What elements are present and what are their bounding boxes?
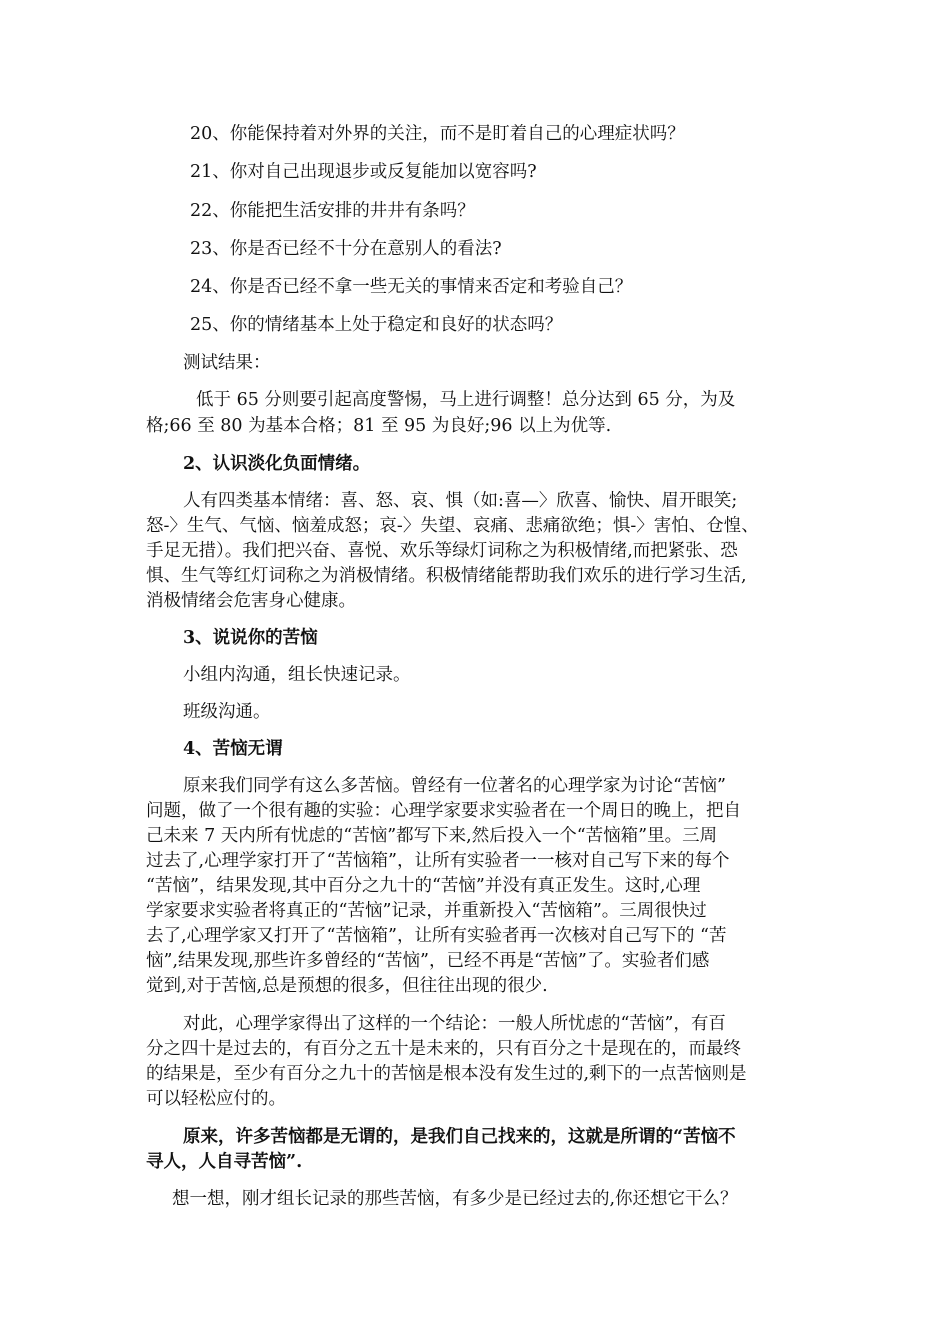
conclusion-line: 寻人，人自寻苦恼”. [146, 1152, 303, 1172]
closing-question: 想一想，刚才组长记录的那些苦恼，有多少是已经过去的,你还想它干么？ [172, 1189, 738, 1209]
conclusion-line: 原来，许多苦恼都是无谓的，是我们自己找来的，这就是所谓的“苦恼不 [183, 1127, 736, 1147]
section4-para-line: 问题，做了一个很有趣的实验：心理学家要求实验者在一个周日的晚上，把自 [146, 801, 741, 821]
question-20: 20、你能保持着对外界的关注，而不是盯着自己的心理症状吗？ [190, 124, 685, 144]
section2-line: 手足无措）。我们把兴奋、喜悦、欢乐等绿灯词称之为积极情绪,而把紧张、恐 [146, 541, 738, 561]
section4-para-line: 原来我们同学有这么多苦恼。曾经有一位著名的心理学家为讨论“苦恼” [183, 776, 726, 796]
section2-line: 怒-〉生气、气恼、恼羞成怒；哀-〉失望、哀痛、悲痛欲绝；惧-〉害怕、仓惶、 [146, 516, 759, 536]
question-21: 21、你对自己出现退步或反复能加以宽容吗? [190, 162, 537, 182]
question-22: 22、你能把生活安排的井井有条吗？ [190, 201, 475, 221]
section4-para2-line: 可以轻松应付的。 [146, 1089, 286, 1109]
section4-para-line: 恼”,结果发现,那些许多曾经的“苦恼”，已经不再是“苦恼”了。实验者们感 [146, 951, 710, 971]
section2-heading: 2、认识淡化负面情绪。 [183, 454, 371, 474]
section4-para2-line: 的结果是，至少有百分之九十的苦恼是根本没有发生过的,剩下的一点苦恼则是 [146, 1064, 747, 1084]
result-line: 格;66 至 80 为基本合格；81 至 95 为良好;96 以上为优等. [146, 416, 612, 436]
result-line: 低于 65 分则要引起高度警惕，马上进行调整！总分达到 65 分，为及 [196, 390, 736, 410]
section2-line: 人有四类基本情绪：喜、怒、哀、惧（如:喜—〉欣喜、愉快、眉开眼笑; [183, 491, 738, 511]
section4-para-line: 觉到,对于苦恼,总是预想的很多，但往往出现的很少. [146, 976, 548, 996]
section4-heading: 4、苦恼无谓 [183, 739, 283, 759]
section4-para2-line: 对此，心理学家得出了这样的一个结论：一般人所忧虑的“苦恼”，有百 [183, 1014, 726, 1034]
section3-line: 班级沟通。 [183, 702, 271, 722]
section4-para-line: 去了,心理学家又打开了“苦恼箱”，让所有实验者再一次核对自己写下的 “苦 [146, 926, 727, 946]
section2-line: 惧、生气等红灯词称之为消极情绪。积极情绪能帮助我们欢乐的进行学习生活, [146, 566, 747, 586]
result-heading: 测试结果： [183, 353, 271, 373]
section3-line: 小组内沟通，组长快速记录。 [183, 665, 411, 685]
section4-para-line: “苦恼”，结果发现,其中百分之九十的“苦恼”并没有真正发生。这时,心理 [146, 876, 701, 896]
section2-line: 消极情绪会危害身心健康。 [146, 591, 356, 611]
section4-para-line: 学家要求实验者将真正的“苦恼”记录，并重新投入“苦恼箱”。三周很快过 [146, 901, 707, 921]
question-23: 23、你是否已经不十分在意别人的看法? [190, 239, 502, 259]
section3-heading: 3、说说你的苦恼 [183, 628, 318, 648]
section4-para-line: 过去了,心理学家打开了“苦恼箱”，让所有实验者一一核对自己写下来的每个 [146, 851, 730, 871]
question-24: 24、你是否已经不拿一些无关的事情来否定和考验自己？ [190, 277, 633, 297]
question-25: 25、你的情绪基本上处于稳定和良好的状态吗？ [190, 315, 563, 335]
section4-para2-line: 分之四十是过去的，有百分之五十是未来的，只有百分之十是现在的，而最终 [146, 1039, 741, 1059]
section4-para-line: 己未来 7 天内所有忧虑的“苦恼”都写下来,然后投入一个“苦恼箱”里。三周 [146, 826, 718, 846]
